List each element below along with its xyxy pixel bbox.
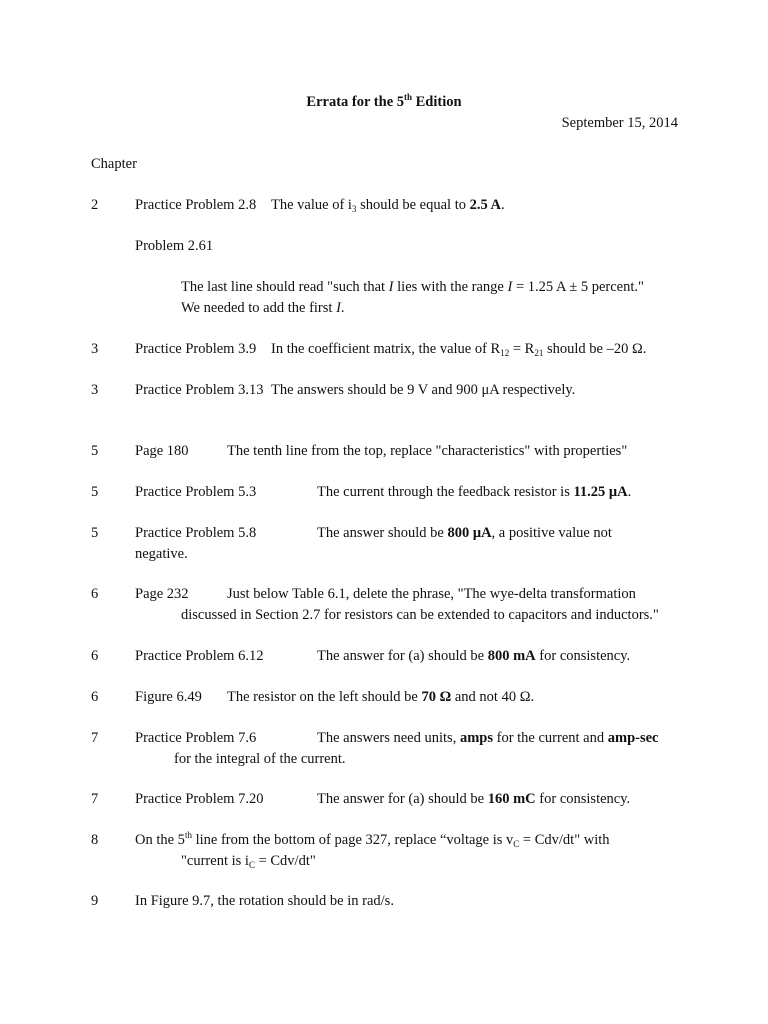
entry-chapter-number: 6: [91, 648, 99, 664]
entry-chapter-number: 5: [91, 443, 99, 459]
entry-reference: Figure 6.49: [135, 689, 202, 705]
entry-chapter-number: 3: [91, 382, 99, 398]
entry-text: The answer should be 800 μA, a positive value not: [317, 525, 612, 541]
entry-chapter-number: 5: [91, 525, 99, 541]
entry-reference: Page 232: [135, 586, 189, 602]
document-title: Errata for the 5th Edition: [306, 92, 462, 110]
entry-text-continuation: negative.: [135, 546, 188, 562]
entry-chapter-number: 7: [91, 730, 99, 746]
entry-chapter-number: 8: [91, 832, 99, 848]
entry-chapter-number: 5: [91, 484, 99, 500]
entry-text-continuation: discussed in Section 2.7 for resistors can be extended to capacitors and inductors.": [181, 607, 659, 623]
entry-text: The last line should read "such that I lies with the range I = 1.25 A ± 5 percent.": [181, 279, 644, 295]
entry-text: On the 5th line from the bottom of page 327, replace “voltage is $v_C = Cdv/dt$" with: [135, 830, 610, 849]
entry-reference: Problem 2.61: [135, 238, 214, 254]
entry-text: In Figure 9.7, the rotation should be in rad/s.: [135, 893, 394, 909]
entry-reference: Practice Problem 3.13: [135, 382, 264, 398]
entry-text: In the coefficient matrix, the value of $R_{12} = R_{21}$ should be –20 Ω.: [271, 341, 647, 358]
document-date: September 15, 2014: [561, 115, 678, 131]
entry-text: The answers should be 9 V and 900 μA respectively.: [271, 382, 576, 398]
entry-chapter-number: 7: [91, 791, 99, 807]
entry-reference: Practice Problem 7.6: [135, 730, 257, 746]
entry-chapter-number: 3: [91, 341, 99, 357]
entry-text-continuation: for the integral of the current.: [174, 751, 346, 767]
entry-reference: Practice Problem 7.20: [135, 791, 264, 807]
entry-text: The tenth line from the top, replace "characteristics" with properties": [227, 443, 628, 459]
entry-reference: Practice Problem 6.12: [135, 648, 264, 664]
entry-reference: Practice Problem 3.9: [135, 341, 257, 357]
entry-chapter-number: 6: [91, 586, 99, 602]
entry-chapter-number: 2: [91, 197, 99, 213]
entry-text: The answer for (a) should be 800 mA for consistency.: [317, 648, 631, 664]
entry-reference: Practice Problem 5.8: [135, 525, 257, 541]
entry-reference: Page 180: [135, 443, 189, 459]
entry-text: The value of $i_3$ should be equal to 2.5 A.: [271, 197, 505, 214]
entry-text: The answers need units, amps for the current and amp-sec: [317, 730, 659, 746]
entry-chapter-number: 9: [91, 893, 99, 909]
entry-text: The answer for (a) should be 160 mC for consistency.: [317, 791, 631, 807]
entry-text: The resistor on the left should be 70 Ω and not 40 Ω.: [227, 689, 535, 705]
chapter-column-heading: Chapter: [91, 156, 137, 172]
entry-text-continuation: "current is $i_C = Cdv/dt$": [181, 853, 316, 870]
entry-text: The current through the feedback resistor is 11.25 μA.: [317, 484, 632, 500]
entry-reference: Practice Problem 2.8: [135, 197, 257, 213]
entry-chapter-number: 6: [91, 689, 99, 705]
entry-text-continuation: We needed to add the first I.: [181, 300, 345, 316]
entry-text: Just below Table 6.1, delete the phrase, "The wye-delta transformation: [227, 586, 636, 602]
entry-reference: Practice Problem 5.3: [135, 484, 257, 500]
